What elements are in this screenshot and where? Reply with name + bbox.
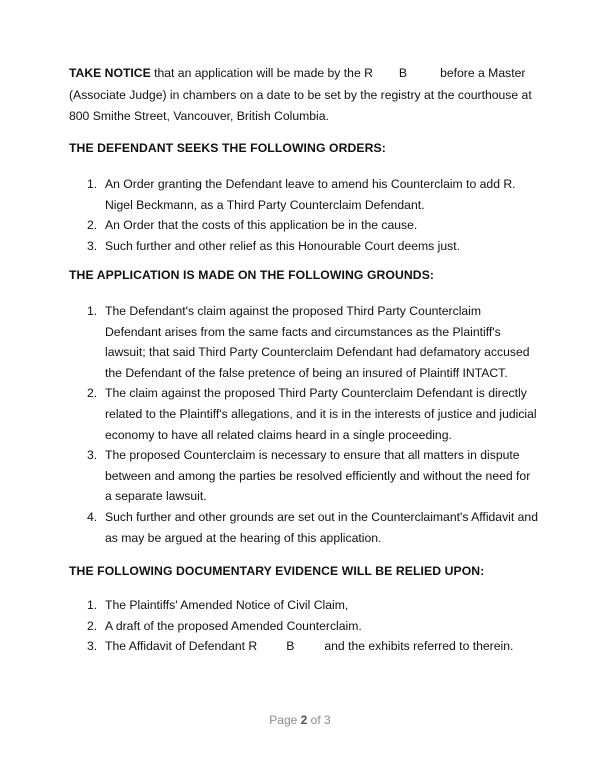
list-item xyxy=(69,445,539,507)
item-number: 3. xyxy=(87,238,98,253)
item-text: The Plaintiffs' Amended Notice of Civil Claim, xyxy=(105,598,349,612)
item-number: 2. xyxy=(87,618,98,633)
notice-text-2: B xyxy=(398,66,408,80)
list-item xyxy=(69,507,539,548)
list-item xyxy=(69,636,539,657)
item-number: 1. xyxy=(87,598,98,612)
page-number-footer xyxy=(0,713,600,727)
item-text: The claim against the proposed Third Party Counterclaim Defendant is directly related to the Plaintiff's allegations, and it is in the interests of justice and judicial economy to have all related claims heard in a single proceeding. xyxy=(105,386,537,442)
page-middle: of xyxy=(307,713,325,727)
list-item xyxy=(69,301,539,383)
item-text: An Order granting the Defendant leave to amend his Counterclaim to add R. Nigel Beckmann, as a Third Party Counterclaim Defendant. xyxy=(105,177,516,212)
item-text-1: The Affidavit of Defendant R xyxy=(105,639,258,654)
notice-paragraph xyxy=(69,63,539,128)
item-text: The Defendant's claim against the proposed Third Party Counterclaim Defendant arises from the same facts and circumstances as the Plaintiff's lawsuit; that said Third Party Counterclaim Defendant had defamatory accused the Defendant of the false pretence of being an insured of Plaintiff INTACT. xyxy=(105,304,530,380)
grounds-list xyxy=(69,301,539,548)
item-number: 1. xyxy=(87,304,98,318)
item-number: 2. xyxy=(87,386,98,401)
list-item xyxy=(69,616,539,637)
list-item xyxy=(69,595,539,616)
orders-list xyxy=(69,174,539,256)
list-item xyxy=(69,174,539,215)
item-text: Such further and other relief as this Honourable Court deems just. xyxy=(105,238,460,253)
page-prefix: Page xyxy=(269,713,301,727)
item-text: A draft of the proposed Amended Counterclaim. xyxy=(105,618,362,633)
orders-heading: THE DEFENDANT SEEKS THE FOLLOWING ORDERS: xyxy=(69,141,386,155)
total-pages: 3 xyxy=(324,713,331,727)
item-number: 1. xyxy=(87,177,98,191)
item-number: 3. xyxy=(87,448,98,463)
item-number: 3. xyxy=(87,639,98,654)
notice-lead: TAKE NOTICE xyxy=(69,66,151,80)
item-text-2: B xyxy=(286,639,295,654)
item-number: 4. xyxy=(87,509,98,524)
current-page: 2 xyxy=(300,713,308,727)
item-text: An Order that the costs of this application be in the cause. xyxy=(105,218,418,233)
item-number: 2. xyxy=(87,218,98,233)
item-text-3: and the exhibits referred to therein. xyxy=(324,639,514,654)
item-text: Such further and other grounds are set out in the Counterclaimant's Affidavit and as may be argued at the hearing of this application. xyxy=(105,509,538,545)
list-item xyxy=(69,215,539,236)
list-item xyxy=(69,383,539,445)
item-text: The proposed Counterclaim is necessary to ensure that all matters in dispute between and among the parties be resolved efficiently and without the need for a separate lawsuit. xyxy=(105,448,531,504)
evidence-heading: THE FOLLOWING DOCUMENTARY EVIDENCE WILL BE RELIED UPON: xyxy=(69,564,485,578)
notice-text-3: before a Master (Associate Judge) in chambers on a date to be set by the registry at the courthouse at 800 Smithe Street, Vancouver, British Columbia. xyxy=(69,66,532,123)
notice-text-1: that an application will be made by the R xyxy=(150,66,373,80)
evidence-list xyxy=(69,595,539,657)
list-item xyxy=(69,236,539,257)
grounds-heading: THE APPLICATION IS MADE ON THE FOLLOWING GROUNDS: xyxy=(69,268,435,282)
